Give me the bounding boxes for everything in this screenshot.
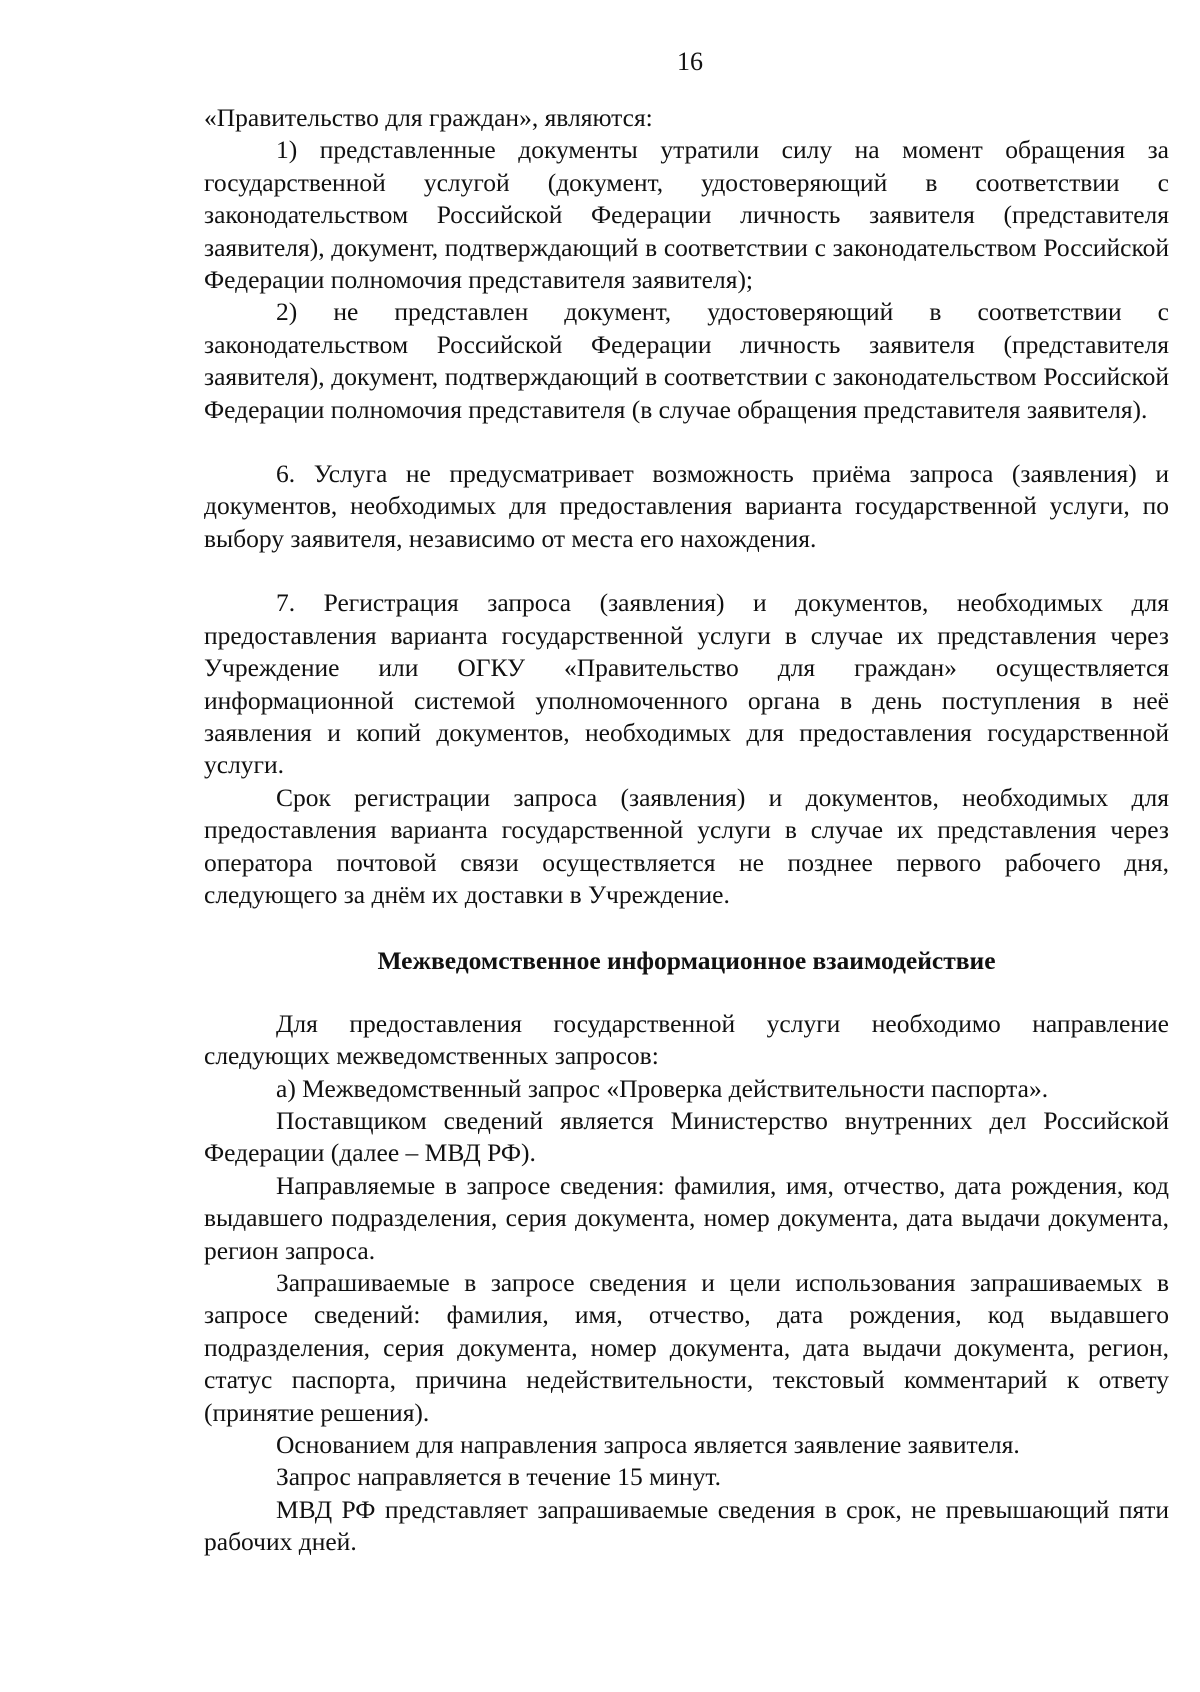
response-term-paragraph: МВД РФ представляет запрашиваемые сведения в срок, не превышающий пяти рабочих дней.: [204, 1494, 1169, 1557]
section-7-paragraph: 7. Регистрация запроса (заявления) и документов, необходимых для предоставления варианта государственной услуги в случае их представления через Учреждение или ОГКУ «Правительство для граждан» осуществляется информационной системой уполномоченного органа в день поступления в неё заявления и копий документов, необходимых для предоставления государственной услуги.: [204, 588, 1169, 780]
sent-data-paragraph: Направляемые в запросе сведения: фамилия, имя, отчество, дата рождения, код выдавшего подразделения, серия документа, номер документа, дата выдачи документа, регион запроса.: [204, 1170, 1169, 1265]
timing-paragraph: Запрос направляется в течение 15 минут.: [276, 1462, 721, 1492]
registration-term-paragraph: Срок регистрации запроса (заявления) и документов, необходимых для предоставления варианта государственной услуги в случае их представления через оператора почтовой связи осуществляется не позднее первого рабочего дня, следующего за днём их доставки в Учреждение.: [204, 782, 1169, 909]
requested-data-paragraph: Запрашиваемые в запросе сведения и цели использования запрашиваемых в запросе сведений: фамилия, имя, отчество, дата рождения, код выдавшего подразделения, серия документа, номер документа, дата выдачи документа, регион, статус паспорта, причина недействительности, текстовый комментарий к ответу (принятие решения).: [204, 1268, 1169, 1427]
page-number: 16: [677, 47, 703, 76]
section-heading: Межведомственное информационное взаимодействие: [377, 946, 996, 976]
document-body: [204, 102, 1169, 1559]
list-item-1: 1) представленные документы утратили силу на момент обращения за государственной услугой (документ, удостоверяющий в соответствии с законодательством Российской Федерации личность заявителя (представителя заявителя), документ, подтверждающий в соответствии с законодательством Российской Федерации полномочия представителя заявителя);: [204, 135, 1169, 295]
basis-paragraph: Основанием для направления запроса является заявление заявителя.: [276, 1430, 1020, 1460]
provider-paragraph: Поставщиком сведений является Министерство внутренних дел Российской Федерации (далее – МВД РФ).: [204, 1105, 1169, 1168]
interagency-request-item: а) Межведомственный запрос «Проверка действительности паспорта».: [276, 1073, 1049, 1103]
list-item-2: 2) не представлен документ, удостоверяющий в соответствии с законодательством Российской Федерации личность заявителя (представителя заявителя), документ, подтверждающий в соответствии с законодательством Российской Федерации полномочия представителя (в случае обращения представителя заявителя).: [204, 297, 1169, 424]
paragraph-continuation: «Правительство для граждан», являются:: [204, 103, 653, 132]
section-6-paragraph: 6. Услуга не предусматривает возможность приёма запроса (заявления) и документов, необходимых для предоставления варианта государственной услуги, по выбору заявителя, независимо от места его нахождения.: [204, 459, 1169, 553]
interagency-intro-paragraph: Для предоставления государственной услуги необходимо направление следующих межведомственных запросов:: [204, 1008, 1169, 1071]
